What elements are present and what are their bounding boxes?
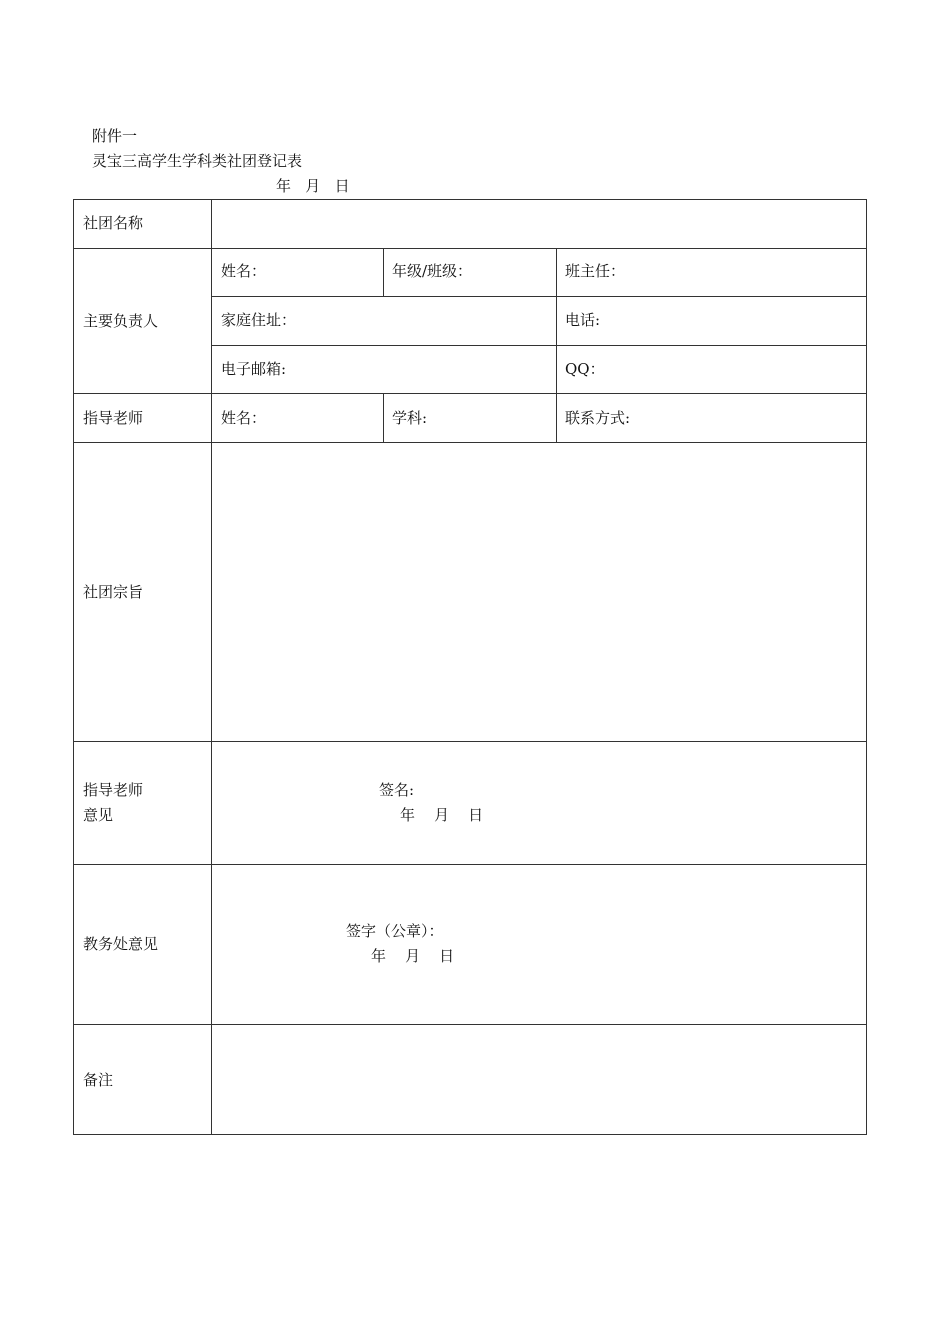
advisor-signature-field[interactable]: 签名: [379, 781, 415, 799]
advisor-opinion-date: 年 月 日 [400, 806, 484, 824]
row-divider [73, 393, 867, 394]
office-opinion-label: 教务处意见 [83, 935, 159, 953]
leader-name-field[interactable]: 姓名： [221, 262, 267, 280]
leader-head-teacher-field[interactable]: 班主任： [565, 262, 626, 280]
leader-label: 主要负责人 [83, 312, 159, 330]
column-divider [556, 248, 557, 394]
attachment-label: 附件一 [92, 127, 138, 145]
leader-qq-field[interactable]: QQ： [565, 360, 605, 378]
purpose-field[interactable] [212, 443, 866, 741]
advisor-name-field[interactable]: 姓名： [221, 409, 267, 427]
column-divider [556, 393, 557, 443]
registration-table [73, 199, 867, 1135]
office-opinion-date: 年 月 日 [371, 947, 455, 965]
table-border-bottom [73, 1134, 867, 1135]
table-border-right [866, 199, 867, 1135]
table-border-left [73, 199, 74, 1135]
advisor-subject-field[interactable]: 学科: [392, 409, 428, 427]
leader-phone-field[interactable]: 电话: [565, 311, 601, 329]
advisor-label: 指导老师 [83, 409, 144, 427]
remarks-field[interactable] [212, 1025, 866, 1134]
row-divider [211, 296, 867, 297]
remarks-label: 备注 [83, 1071, 114, 1089]
row-divider [73, 741, 867, 742]
club-name-label: 社团名称 [83, 214, 144, 232]
leader-address-field[interactable]: 家庭住址： [221, 311, 297, 329]
row-divider [73, 248, 867, 249]
form-title: 灵宝三高学生学科类社团登记表 [92, 152, 303, 170]
column-divider [383, 248, 384, 297]
office-signature-field[interactable]: 签字（公章）： [346, 922, 444, 940]
row-divider [73, 864, 867, 865]
leader-grade-class-field[interactable]: 年级/班级： [392, 262, 473, 280]
advisor-contact-field[interactable]: 联系方式: [565, 409, 631, 427]
advisor-opinion-label: 指导老师 [83, 781, 144, 799]
leader-email-field[interactable]: 电子邮箱: [221, 360, 287, 378]
form-date: 年 月 日 [276, 177, 350, 195]
column-divider [383, 393, 384, 443]
club-name-field[interactable] [212, 200, 866, 248]
row-divider [211, 345, 867, 346]
advisor-opinion-label-line2: 意见 [83, 806, 114, 824]
purpose-label: 社团宗旨 [83, 583, 144, 601]
